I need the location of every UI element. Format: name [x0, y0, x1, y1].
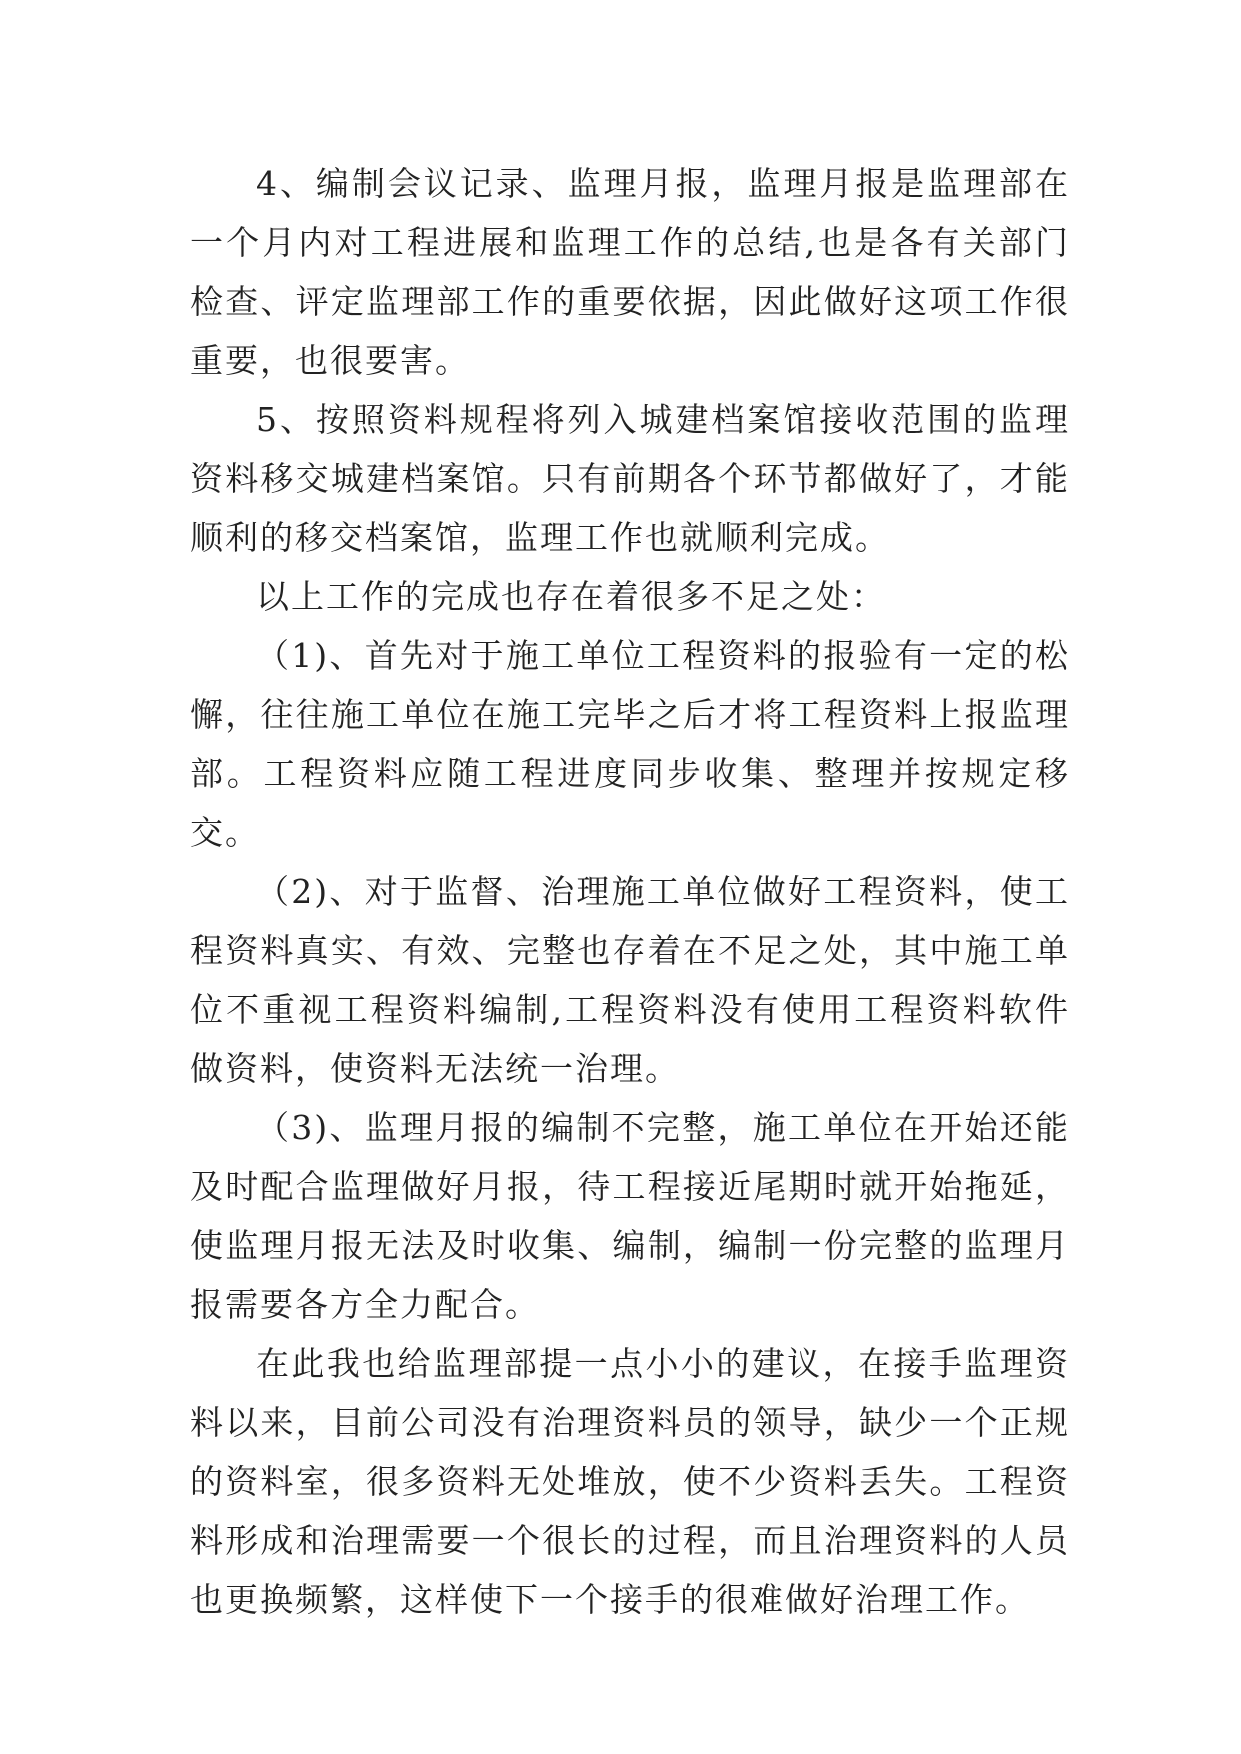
paragraph-shortcomings-intro: 以上工作的完成也存在着很多不足之处： — [256, 577, 886, 616]
paragraph-shortcoming-1: （1)、首先对于施工单位工程资料的报验有一定的松懈，往往施工单位在施工完毕之后才将工程资料上报监理部。工程资料应随工程进度同步收集、整理并按规定移交。 — [190, 636, 1070, 852]
paragraph-item-4: 4、编制会议记录、监理月报，监理月报是监理部在一个月内对工程进展和监理工作的总结,也是各有关部门检查、评定监理部工作的重要依据，因此做好这项工作很重要，也很要害。 — [190, 164, 1070, 380]
paragraph-shortcoming-3: （3)、监理月报的编制不完整，施工单位在开始还能及时配合监理做好月报，待工程接近尾期时就开始拖延，使监理月报无法及时收集、编制，编制一份完整的监理月报需要各方全力配合。 — [190, 1108, 1070, 1324]
paragraph-item-5: 5、按照资料规程将列入城建档案馆接收范围的监理资料移交城建档案馆。只有前期各个环节都做好了，才能顺利的移交档案馆，监理工作也就顺利完成。 — [190, 400, 1070, 557]
paragraph-shortcoming-2: （2)、对于监督、治理施工单位做好工程资料，使工程资料真实、有效、完整也存着在不足之处，其中施工单位不重视工程资料编制,工程资料没有使用工程资料软件做资料，使资料无法统一治理。 — [190, 872, 1070, 1088]
paragraph-suggestion: 在此我也给监理部提一点小小的建议，在接手监理资料以来，目前公司没有治理资料员的领导，缺少一个正规的资料室，很多资料无处堆放，使不少资料丢失。工程资料形成和治理需要一个很长的过程，而且治理资料的人员也更换频繁，这样使下一个接手的很难做好治理工作。 — [190, 1344, 1070, 1619]
document-body — [190, 154, 1070, 1629]
